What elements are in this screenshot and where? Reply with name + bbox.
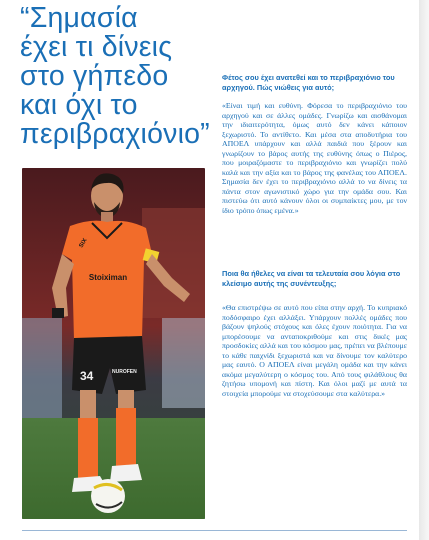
question-1: Φέτος σου έχει ανατεθεί και το περιβραχιόνιο του αρχηγού. Πώς νιώθεις για αυτό; xyxy=(222,73,395,92)
headline-line: περιβραχιόνιο” xyxy=(20,118,210,150)
headline-line: έχει τι δίνεις xyxy=(20,31,173,63)
headline-line: “Σημασία xyxy=(20,2,138,34)
answer-1: «Είναι τιμή και ευθύνη. Φόρεσα το περιβραχιόνιο του αρχηγού και σε άλλες ομάδες. Γνωρίζω και αισθάνομαι την ιδιαιτερότητα, όμως αυτό δεν κάνει κάποιον ξεχωριστό. Το αντίθετο. Και μέσα στα αποδυτήρια του ΑΠΟΕΛ υπάρχουν και αλλά παιδιά που ξέρουν και γνωρίζουν το βάρος αυτής της ευθύνης όπως ο Πιέρος, που μοιραζόμαστε το περιβραχιόνιο και γνωρίζει πολύ καλά και την αξία και το βάρος της φανέλας του ΑΠΟΕΛ. Σημασία δεν έχει το περιβραχιόνιο αλλά το να δίνεις τα πάντα στον αγωνιστικό χώρο για την ομάδα σου. Και πιστεύω ότι αυτό κάνουν όλοι οι συμπαίκτες μου, με τον ίδιο τρόπο όπως εμένα.» xyxy=(222,101,407,216)
player-photo xyxy=(22,168,205,519)
headline xyxy=(20,4,225,149)
shorts-sponsor: NUROFEN xyxy=(112,369,137,375)
headline-line: στο γήπεδο xyxy=(20,60,169,92)
question-2: Ποια θα ήθελες να είναι τα τελευταία σου λόγια στο κλείσιμο αυτής της συνέντευξης; xyxy=(222,269,401,288)
answer-2: «Θα επιστρέψω σε αυτό που είπα στην αρχή. Το κυπριακό ποδόσφαιρο έχει αλλάξει. Υπάρχουν πολλές ομάδες που βάζουν ψηλούς στόχους και όλες έχουν ποιότητα. Για να μπορέσουμε να ανταποκριθούμε και στις δικές μας προσδοκίες αλλά και του κόσμου μας, πρέπει να βλέπουμε το κάθε παιχνίδι ξεχωριστά και να δίνουμε τον καλύτερο μας εαυτό. Ο ΑΠΟΕΛ είναι μεγάλη ομάδα και την κάνει ακόμα μεγαλύτερη ο κόσμος του. Από τους φιλάθλους θα ζητήσω υπομονή και πίστη. Και όλοι μαζί με αυτά τα στοιχεία μπορούμε να στοχεύσουμε στα καλύτερα.» xyxy=(222,303,407,398)
kit-brand: SIX xyxy=(78,237,89,249)
bottom-rule xyxy=(22,530,407,531)
page-edge xyxy=(419,0,429,540)
headline-line: και όχι το xyxy=(20,89,138,121)
shirt-number: 34 xyxy=(80,369,94,383)
shirt-sponsor: Stoiximan xyxy=(88,273,128,282)
